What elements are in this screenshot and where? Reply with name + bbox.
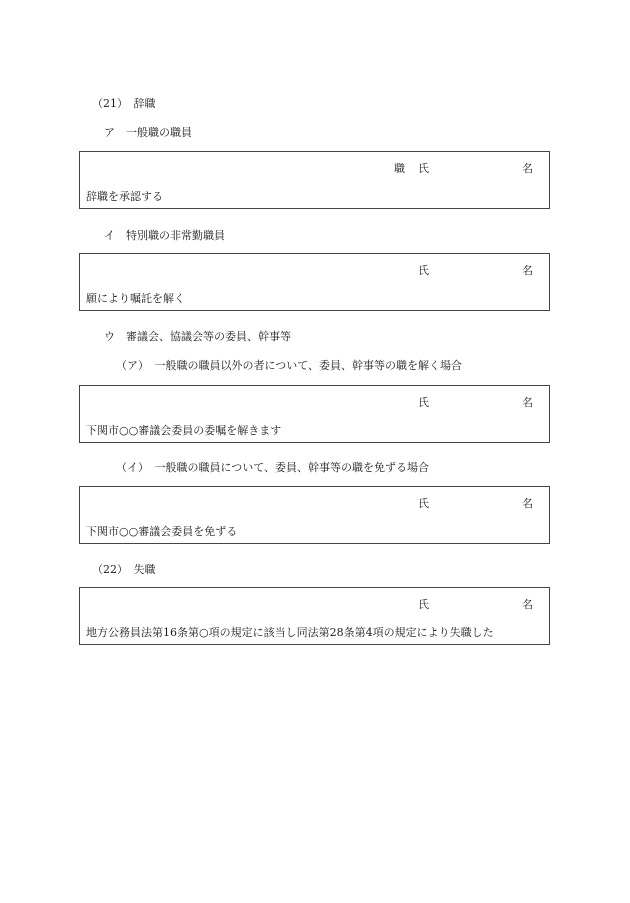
form-text: 下関市○○審議会委員を免ずる — [86, 525, 238, 538]
subsection-a-heading: ア 一般職の職員 — [104, 126, 192, 139]
mei-label: 名 — [522, 598, 533, 611]
shi-label: 氏 — [418, 162, 429, 175]
form-box-i — [79, 253, 550, 311]
shi-label: 氏 — [418, 396, 429, 409]
form-text: 願により嘱託を解く — [86, 292, 185, 305]
sub-i-heading: （イ） 一般職の職員について、委員、幹事等の職を免ずる場合 — [116, 461, 430, 474]
mei-label: 名 — [522, 162, 533, 175]
sub-a-heading: （ア） 一般職の職員以外の者について、委員、幹事等の職を解く場合 — [116, 359, 463, 372]
mei-label: 名 — [522, 264, 533, 277]
form-box-u-a — [79, 385, 550, 443]
form-text: 辞職を承認する — [86, 190, 163, 203]
mei-label: 名 — [522, 497, 533, 510]
form-text: 下関市○○審議会委員の委嘱を解きます — [86, 424, 282, 437]
shi-label: 氏 — [418, 264, 429, 277]
mei-label: 名 — [522, 396, 533, 409]
shi-label: 氏 — [418, 497, 429, 510]
shoku-label: 職 — [394, 162, 405, 175]
form-box-a — [79, 151, 550, 209]
subsection-i-heading: イ 特別職の非常勤職員 — [104, 229, 225, 242]
shi-label: 氏 — [418, 598, 429, 611]
form-box-22 — [79, 587, 550, 645]
subsection-u-heading: ウ 審議会、協議会等の委員、幹事等 — [104, 330, 291, 343]
form-text: 地方公務員法第16条第○項の規定に該当し同法第28条第4項の規定により失職した — [86, 626, 494, 639]
section-21-heading: （21） 辞職 — [92, 97, 156, 110]
form-box-u-i — [79, 486, 550, 544]
section-22-heading: （22） 失職 — [92, 563, 156, 576]
